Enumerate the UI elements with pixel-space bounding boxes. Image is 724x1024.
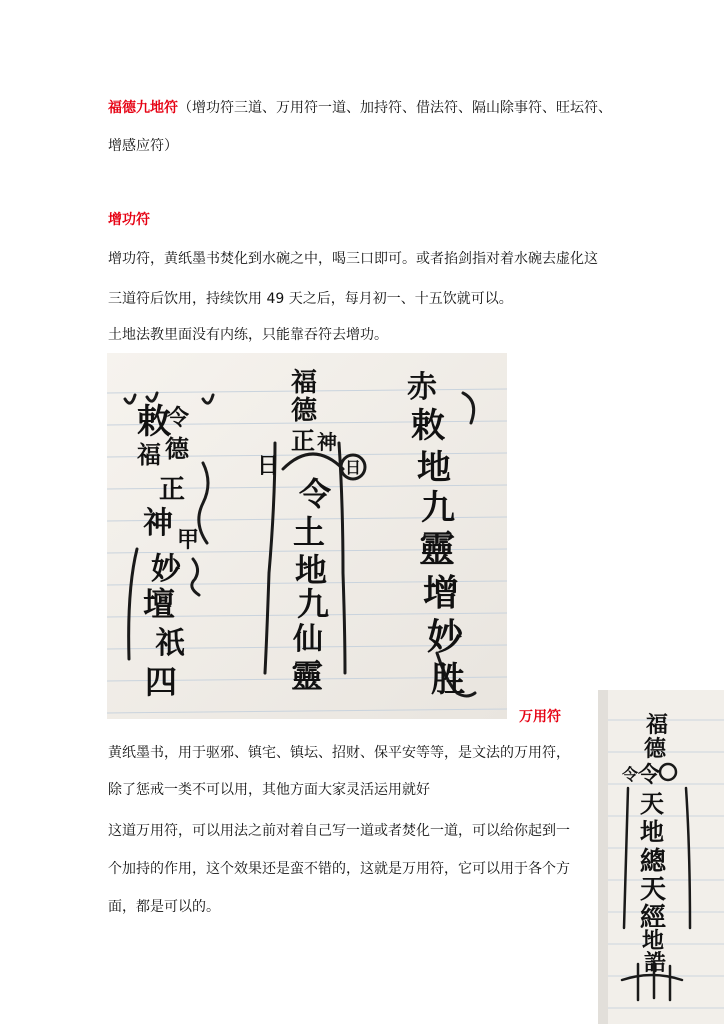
- svg-text:天: 天: [640, 789, 664, 818]
- paragraph-line: 面，都是可以的。: [108, 899, 220, 915]
- svg-text:正: 正: [159, 475, 186, 505]
- svg-text:總: 總: [640, 847, 667, 877]
- svg-text:靈: 靈: [419, 528, 456, 570]
- svg-text:胜: 胜: [431, 660, 465, 700]
- svg-text:妙: 妙: [151, 552, 181, 587]
- talisman-photo-wanyong: [598, 690, 724, 1024]
- paragraph-line: 增功符，黄纸墨书焚化到水碗之中，喝三口即可。或者掐剑指对着水碗去虚化这: [108, 251, 598, 267]
- svg-text:日: 日: [345, 458, 362, 477]
- svg-text:甲: 甲: [177, 527, 200, 553]
- svg-text:靈: 靈: [291, 657, 324, 695]
- document-title-line: [108, 98, 612, 118]
- svg-text:神: 神: [143, 506, 173, 541]
- talisman-photo-drawing: [598, 690, 724, 1024]
- svg-text:日: 日: [257, 453, 280, 479]
- paragraph-line: 土地法教里面没有内练，只能靠吞符去增功。: [108, 327, 388, 343]
- svg-text:令: 令: [622, 765, 639, 784]
- svg-text:地: 地: [417, 448, 451, 488]
- svg-text:令: 令: [167, 405, 190, 431]
- svg-text:德: 德: [644, 736, 667, 762]
- section-heading-zenggong: 增功符: [108, 212, 150, 228]
- paragraph-line: 个加持的作用，这个效果还是蛮不错的，这就是万用符，它可以用于各个方: [108, 861, 570, 877]
- svg-text:仙: 仙: [293, 622, 323, 657]
- title-description-continued: 增感应符）: [108, 138, 178, 154]
- svg-text:福: 福: [291, 368, 318, 398]
- section-heading-wanyong: 万用符: [519, 709, 561, 725]
- svg-text:德: 德: [291, 396, 318, 426]
- svg-text:正: 正: [291, 426, 315, 455]
- svg-text:增: 增: [423, 572, 460, 614]
- svg-text:敕: 敕: [411, 406, 445, 446]
- paragraph-line: 除了惩戒一类不可以用，其他方面大家灵活运用就好: [108, 782, 430, 798]
- svg-text:神: 神: [317, 430, 337, 454]
- svg-text:地: 地: [642, 928, 665, 954]
- talisman-photo-zenggong: [107, 353, 507, 719]
- svg-text:天: 天: [640, 875, 667, 905]
- svg-text:誥: 誥: [644, 950, 667, 976]
- svg-text:祇: 祇: [155, 626, 185, 661]
- title-description: （增功符三道、万用符一道、加持符、借法符、隔山除事符、旺坛符、: [178, 100, 612, 116]
- svg-text:福: 福: [137, 440, 161, 469]
- paragraph-line: 黄纸墨书，用于驱邪、镇宅、镇坛、招财、保平安等等，是文法的万用符，: [108, 745, 570, 761]
- svg-text:德: 德: [165, 434, 189, 463]
- svg-text:九: 九: [297, 585, 330, 623]
- paragraph-line: 这道万用符，可以用法之前对着自己写一道或者焚化一道，可以给你起到一: [108, 823, 570, 839]
- svg-text:地: 地: [295, 551, 328, 589]
- svg-text:令: 令: [638, 762, 661, 788]
- talisman-photo-drawing: [107, 353, 507, 719]
- svg-text:赤: 赤: [407, 370, 437, 405]
- svg-text:經: 經: [640, 903, 667, 933]
- svg-text:福: 福: [646, 712, 669, 738]
- svg-text:妙: 妙: [427, 616, 464, 658]
- svg-text:九: 九: [421, 488, 455, 528]
- paragraph-line: 三道符后饮用，持续饮用 49 天之后，每月初一、十五饮就可以。: [108, 291, 513, 307]
- svg-text:壇: 壇: [143, 585, 176, 623]
- svg-text:土: 土: [293, 513, 326, 551]
- svg-text:令: 令: [299, 475, 332, 513]
- svg-text:四: 四: [145, 663, 178, 701]
- svg-text:地: 地: [640, 817, 664, 846]
- svg-text:敕: 敕: [137, 402, 171, 442]
- document-title: 福德九地符: [108, 100, 178, 116]
